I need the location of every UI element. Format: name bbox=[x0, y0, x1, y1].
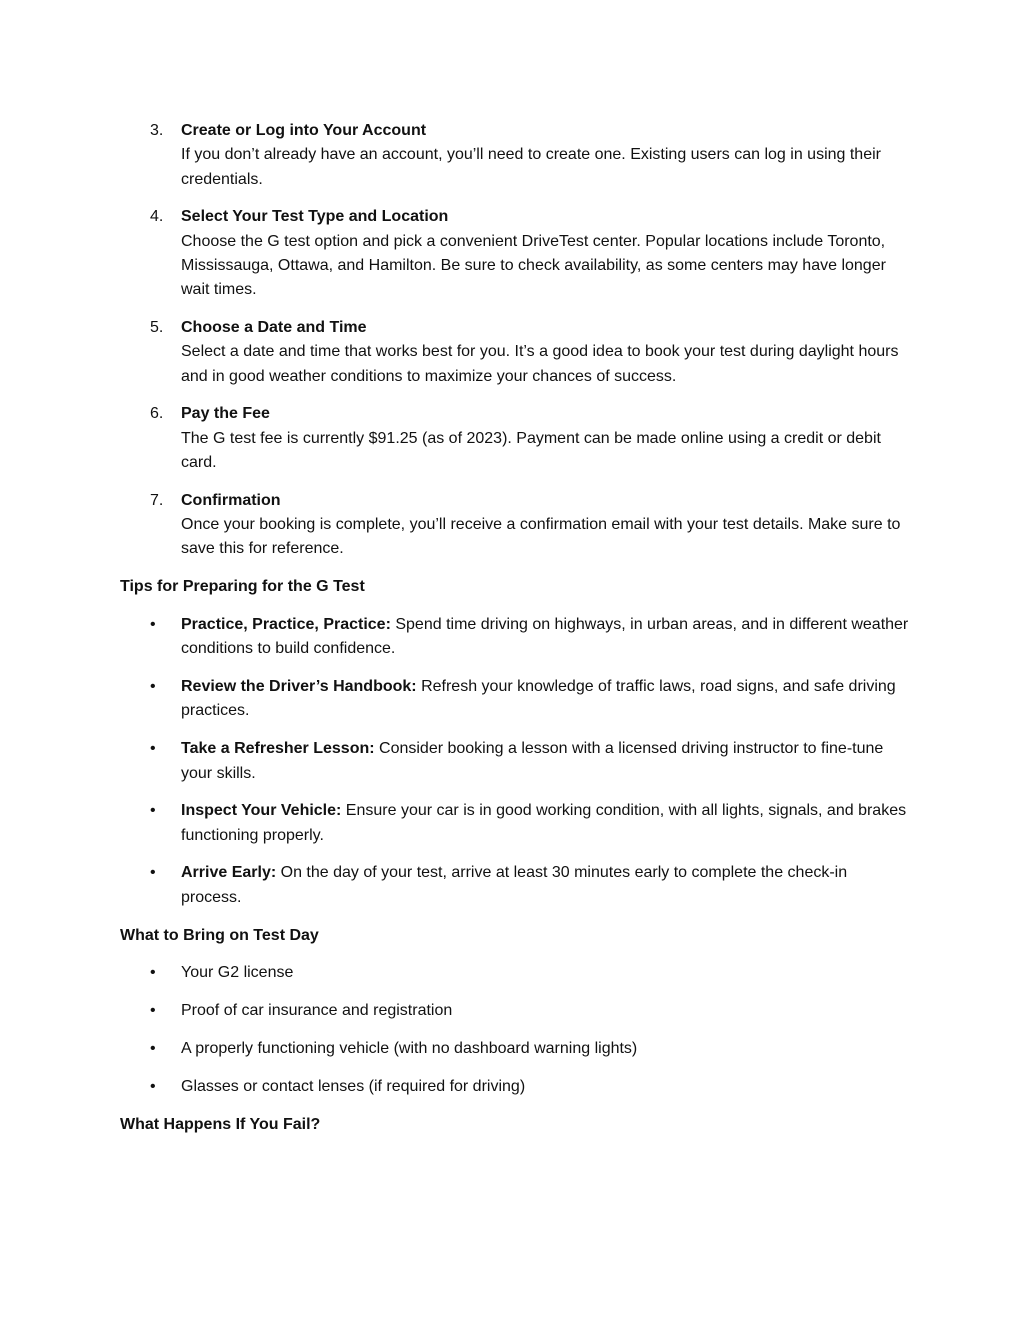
step-number: 5. bbox=[150, 319, 164, 337]
tip-title: Arrive Early: bbox=[181, 864, 277, 882]
tip-text: Spend time driving on highways, in urban areas, and in different weather conditions to build confidence. bbox=[181, 616, 909, 658]
step-number: 6. bbox=[150, 405, 164, 423]
step-title: Choose a Date and Time bbox=[181, 319, 367, 337]
tip-item bbox=[120, 861, 910, 910]
tip-item bbox=[120, 613, 910, 662]
bullet-icon: • bbox=[150, 1077, 156, 1095]
step-item bbox=[120, 119, 910, 192]
fail-heading: What Happens If You Fail? bbox=[120, 1115, 321, 1133]
bring-text: Your G2 license bbox=[181, 964, 294, 982]
step-title: Select Your Test Type and Location bbox=[181, 208, 449, 226]
bullet-icon: • bbox=[150, 740, 156, 758]
bring-item bbox=[120, 961, 910, 985]
bullet-icon: • bbox=[150, 802, 156, 820]
step-item bbox=[120, 489, 910, 562]
bullet-icon: • bbox=[150, 678, 156, 696]
tip-text: On the day of your test, arrive at least 30 minutes early to complete the check-in process. bbox=[181, 864, 848, 906]
bring-item bbox=[120, 1037, 910, 1061]
step-title: Pay the Fee bbox=[181, 405, 270, 423]
step-body: Select a date and time that works best for you. It’s a good idea to book your test during daylight hours and in good weather conditions to maximize your chances of success. bbox=[181, 343, 899, 385]
bring-heading: What to Bring on Test Day bbox=[120, 926, 319, 944]
bullet-icon: • bbox=[150, 1039, 156, 1057]
step-number: 3. bbox=[150, 122, 164, 139]
document-content bbox=[120, 119, 910, 1150]
tip-item bbox=[120, 737, 910, 786]
bullet-icon: • bbox=[150, 616, 156, 634]
tip-text: Consider booking a lesson with a licensed driving instructor to fine-tune your skills. bbox=[181, 740, 884, 782]
bullet-icon: • bbox=[150, 964, 156, 982]
bullet-icon: • bbox=[150, 1002, 156, 1020]
tip-title: Review the Driver’s Handbook: bbox=[181, 678, 417, 696]
bring-item bbox=[120, 1075, 910, 1099]
tip-text: Ensure your car is in good working condition, with all lights, signals, and brakes functioning properly. bbox=[181, 802, 907, 844]
step-number: 4. bbox=[150, 208, 164, 226]
step-item bbox=[120, 205, 910, 302]
step-number: 7. bbox=[150, 491, 164, 509]
tip-item bbox=[120, 675, 910, 724]
bring-text: Glasses or contact lenses (if required for driving) bbox=[181, 1077, 526, 1095]
step-body: If you don’t already have an account, you’ll need to create one. Existing users can log in using their credentials. bbox=[181, 146, 881, 188]
bullet-icon: • bbox=[150, 864, 156, 882]
tip-title: Take a Refresher Lesson: bbox=[181, 740, 375, 758]
tips-heading: Tips for Preparing for the G Test bbox=[120, 578, 365, 596]
tip-title: Inspect Your Vehicle: bbox=[181, 802, 342, 820]
tip-item bbox=[120, 799, 910, 848]
step-body: Once your booking is complete, you’ll receive a confirmation email with your test details. Make sure to save this for reference. bbox=[181, 516, 901, 558]
bring-text: A properly functioning vehicle (with no dashboard warning lights) bbox=[181, 1039, 638, 1057]
tip-title: Practice, Practice, Practice: bbox=[181, 616, 391, 634]
step-item bbox=[120, 402, 910, 475]
bring-item bbox=[120, 999, 910, 1023]
step-body: Choose the G test option and pick a convenient DriveTest center. Popular locations include Toronto, Mississauga, Ottawa, and Hamilton. Be sure to check availability, as some centers may have longer wait times. bbox=[181, 232, 886, 299]
tip-text: Refresh your knowledge of traffic laws, road signs, and safe driving practices. bbox=[181, 678, 896, 720]
step-item bbox=[120, 316, 910, 389]
bring-text: Proof of car insurance and registration bbox=[181, 1002, 453, 1020]
step-title: Create or Log into Your Account bbox=[181, 122, 427, 139]
step-title: Confirmation bbox=[181, 491, 281, 509]
step-body: The G test fee is currently $91.25 (as of 2023). Payment can be made online using a credit or debit card. bbox=[181, 429, 881, 472]
